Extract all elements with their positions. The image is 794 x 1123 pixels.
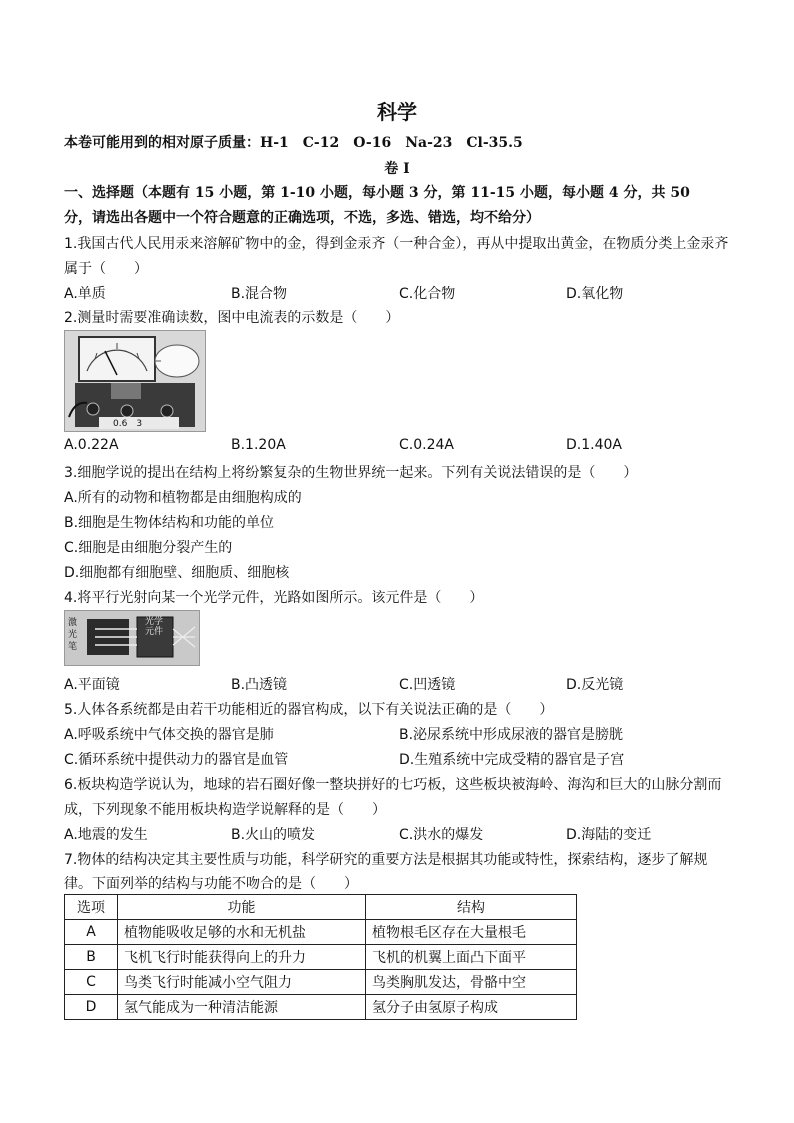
question-3-text: 3.细胞学说的提出在结构上将纷繁复杂的生物世界统一起来。下列有关说法错误的是（ ） [64, 465, 638, 481]
question-1-text-cont: 属于（ ） [64, 261, 148, 277]
table-cell-function: 植物能吸收足够的水和无机盐 [118, 920, 366, 945]
q6-option-d: D.海陆的变迁 [566, 827, 652, 843]
q2-option-d: D.1.40A [566, 437, 622, 453]
laser-pen-label: 激光笔 [68, 618, 78, 652]
table-cell-option: B [65, 945, 118, 970]
q1-option-b: B.混合物 [231, 286, 288, 302]
instructions-line-2: 分，请选出各题中一个符合题意的正确选项，不选，多选、错选，均不给分） [64, 210, 540, 226]
table-cell-function: 氢气能成为一种清洁能源 [118, 995, 366, 1020]
q5-option-d: D.生殖系统中完成受精的器官是子宫 [399, 752, 625, 768]
q1-option-d: D.氧化物 [566, 286, 624, 302]
table-cell-structure: 植物根毛区存在大量根毛 [366, 920, 577, 945]
relative-atomic-mass-note: 本卷可能用到的相对原子质量：H-1 C-12 O-16 Na-23 Cl-35.5 [64, 135, 523, 151]
table-cell-function: 飞机飞行时能获得向上的升力 [118, 945, 366, 970]
table-cell-option: C [65, 970, 118, 995]
table-row [65, 945, 577, 970]
ammeter-figure [64, 330, 206, 432]
light-path-icon [65, 611, 199, 665]
q6-option-b: B.火山的喷发 [231, 827, 316, 843]
section-title: 卷 I [384, 161, 410, 177]
q3-option-c: C.细胞是由细胞分裂产生的 [64, 540, 233, 556]
question-7-text: 7.物体的结构决定其主要性质与功能，科学研究的重要方法是根据其功能或特性，探索结构，逐步了解规 [64, 852, 708, 868]
table-cell-option: D [65, 995, 118, 1020]
question-7-text-cont: 律。下面列举的结构与功能不吻合的是（ ） [64, 876, 358, 892]
q6-option-c: C.洪水的爆发 [399, 827, 484, 843]
table-row [65, 995, 577, 1020]
question-1-text: 1.我国古代人民用汞来溶解矿物中的金，得到金汞齐（一种合金），再从中提取出黄金，在物质分类上金汞齐 [64, 236, 729, 252]
q4-option-a: A.平面镜 [64, 677, 120, 693]
q2-option-b: B.1.20A [231, 437, 286, 453]
table-header-row [65, 895, 577, 920]
table-row [65, 970, 577, 995]
q4-option-d: D.反光镜 [566, 677, 624, 693]
question-6-text: 6.板块构造学说认为，地球的岩石圈好像一整块拼好的七巧板，这些板块被海岭、海沟和巨大的山脉分割而 [64, 777, 722, 793]
q2-option-a: A.0.22A [64, 437, 119, 453]
table-cell-structure: 鸟类胸肌发达，骨骼中空 [366, 970, 577, 995]
q3-option-a: A.所有的动物和植物都是由细胞构成的 [64, 490, 302, 506]
table-cell-structure: 飞机的机翼上面凸下面平 [366, 945, 577, 970]
page-title: 科学 [377, 100, 417, 124]
q1-option-c: C.化合物 [399, 286, 456, 302]
question-4-text: 4.将平行光射向某一个光学元件，光路如图所示。该元件是（ ） [64, 590, 484, 606]
instructions-line-1: 一、选择题（本题有 15 小题，第 1-10 小题，每小题 3 分，第 11-15 小题，每小题 4 分，共 50 [64, 185, 690, 201]
q1-option-a: A.单质 [64, 286, 106, 302]
ammeter-terminal-labels: 0.6 3 [113, 419, 143, 429]
question-2-text: 2.测量时需要准确读数，图中电流表的示数是（ ） [64, 310, 400, 326]
table-row [65, 920, 577, 945]
q3-option-b: B.细胞是生物体结构和功能的单位 [64, 515, 275, 531]
question-6-text-cont: 成，下列现象不能用板块构造学说解释的是（ ） [64, 802, 386, 818]
table-header-structure: 结构 [366, 895, 577, 920]
optical-element-label: 光学元件 [145, 617, 164, 637]
optical-element-figure [64, 610, 200, 666]
structure-function-table [64, 894, 577, 1020]
q2-option-c: C.0.24A [399, 437, 454, 453]
q5-option-b: B.泌尿系统中形成尿液的器官是膀胱 [399, 727, 624, 743]
table-header-function: 功能 [118, 895, 366, 920]
q5-option-a: A.呼吸系统中气体交换的器官是肺 [64, 727, 274, 743]
table-cell-option: A [65, 920, 118, 945]
table-cell-function: 鸟类飞行时能减小空气阻力 [118, 970, 366, 995]
q5-option-c: C.循环系统中提供动力的器官是血管 [64, 752, 289, 768]
q6-option-a: A.地震的发生 [64, 827, 148, 843]
table-cell-structure: 氢分子由氢原子构成 [366, 995, 577, 1020]
q4-option-c: C.凹透镜 [399, 677, 456, 693]
q3-option-d: D.细胞都有细胞壁、细胞质、细胞核 [64, 565, 290, 581]
question-5-text: 5.人体各系统都是由若干功能相近的器官构成，以下有关说法正确的是（ ） [64, 702, 554, 718]
q4-option-b: B.凸透镜 [231, 677, 288, 693]
table-header-option: 选项 [65, 895, 118, 920]
